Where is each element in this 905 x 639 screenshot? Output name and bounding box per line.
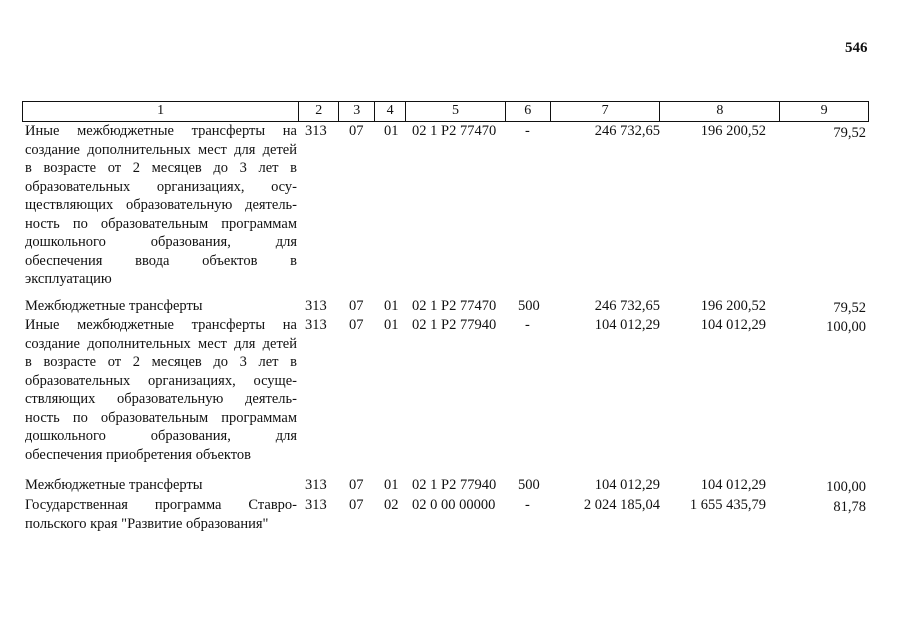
cell-pr: 01 [384,317,399,333]
cell-pr: 01 [384,298,399,314]
row-name [25,122,297,289]
name-line: ность по образовательным программам [25,409,297,426]
name-line: Иные межбюджетные трансферты на [25,317,297,333]
header-cell-2: 2 [299,102,339,121]
cell-rz: 07 [349,298,364,314]
cell-col8: 104 012,29 [700,317,766,333]
cell-col9: 81,78 [833,499,866,515]
cell-col7: 246 732,65 [594,298,660,314]
cell-ved: 313 [305,477,327,493]
cell-col7: 2 024 185,04 [583,497,660,513]
cell-col7: 104 012,29 [594,477,660,493]
cell-ved: 313 [305,497,327,513]
row-name [25,316,297,464]
cell-csr: 02 0 00 00000 [412,497,496,513]
cell-pr: 01 [384,477,399,493]
header-cell-5: 5 [406,102,506,121]
name-line: дошкольного образования, для [25,428,297,444]
cell-col8: 1 655 435,79 [689,497,766,513]
cell-ved: 313 [305,317,327,333]
name-line: обеспечения приобретения объектов [25,446,252,463]
cell-csr: 02 1 P2 77470 [412,123,497,139]
cell-vr: 500 [518,477,540,493]
name-line: образовательных организациях, осу- [25,178,297,195]
cell-vr: - [525,317,530,333]
cell-col7: 246 732,65 [594,123,660,139]
cell-csr: 02 1 P2 77470 [412,298,497,314]
header-cell-3: 3 [339,102,375,121]
name-line: ствляющих образовательную деятель- [25,391,297,407]
name-line: ность по образовательным программам [25,215,297,232]
cell-vr: - [525,497,530,513]
header-cell-7: 7 [551,102,661,121]
name-line: эксплуатацию [25,271,112,287]
cell-rz: 07 [349,123,364,139]
row-name [25,476,297,495]
name-line: дошкольного образования, для [25,234,297,250]
cell-col8: 104 012,29 [700,477,766,493]
cell-col9: 100,00 [826,479,866,495]
cell-pr: 01 [384,123,399,139]
name-line: Иные межбюджетные трансферты на [25,123,297,139]
cell-csr: 02 1 P2 77940 [412,477,497,493]
cell-rz: 07 [349,497,364,513]
name-line: создание дополнительных мест для детей [25,335,297,352]
cell-col8: 196 200,52 [700,123,766,139]
name-line: создание дополнительных мест для детей [25,141,297,158]
header-cell-8: 8 [660,102,780,121]
row-name [25,496,297,533]
name-line: ществляющих образовательную деятель- [25,197,297,213]
cell-rz: 07 [349,317,364,333]
cell-ved: 313 [305,298,327,314]
cell-col9: 79,52 [833,125,866,141]
cell-col9: 79,52 [833,300,866,316]
cell-vr: 500 [518,298,540,314]
table-header [22,101,869,122]
header-cell-6: 6 [506,102,551,121]
name-line: Межбюджетные трансферты [25,477,203,493]
cell-pr: 02 [384,497,399,513]
header-cell-1: 1 [23,102,299,121]
name-line: польского края "Развитие образования" [25,515,269,532]
cell-ved: 313 [305,123,327,139]
name-line: Государственная программа Ставро- [25,497,297,513]
name-line: в возрасте от 2 месяцев до 3 лет в [25,160,297,176]
name-line: Межбюджетные трансферты [25,298,203,314]
cell-col7: 104 012,29 [594,317,660,333]
cell-vr: - [525,123,530,139]
cell-csr: 02 1 P2 77940 [412,317,497,333]
name-line: в возрасте от 2 месяцев до 3 лет в [25,354,297,370]
page-number: 546 [845,40,868,56]
row-name [25,297,297,316]
header-cell-4: 4 [375,102,406,121]
header-cell-9: 9 [820,103,828,118]
name-line: образовательных организациях, осуще- [25,372,297,389]
cell-col9: 100,00 [826,319,866,335]
cell-rz: 07 [349,477,364,493]
name-line: обеспечения ввода объектов в [25,252,297,269]
cell-col8: 196 200,52 [700,298,766,314]
